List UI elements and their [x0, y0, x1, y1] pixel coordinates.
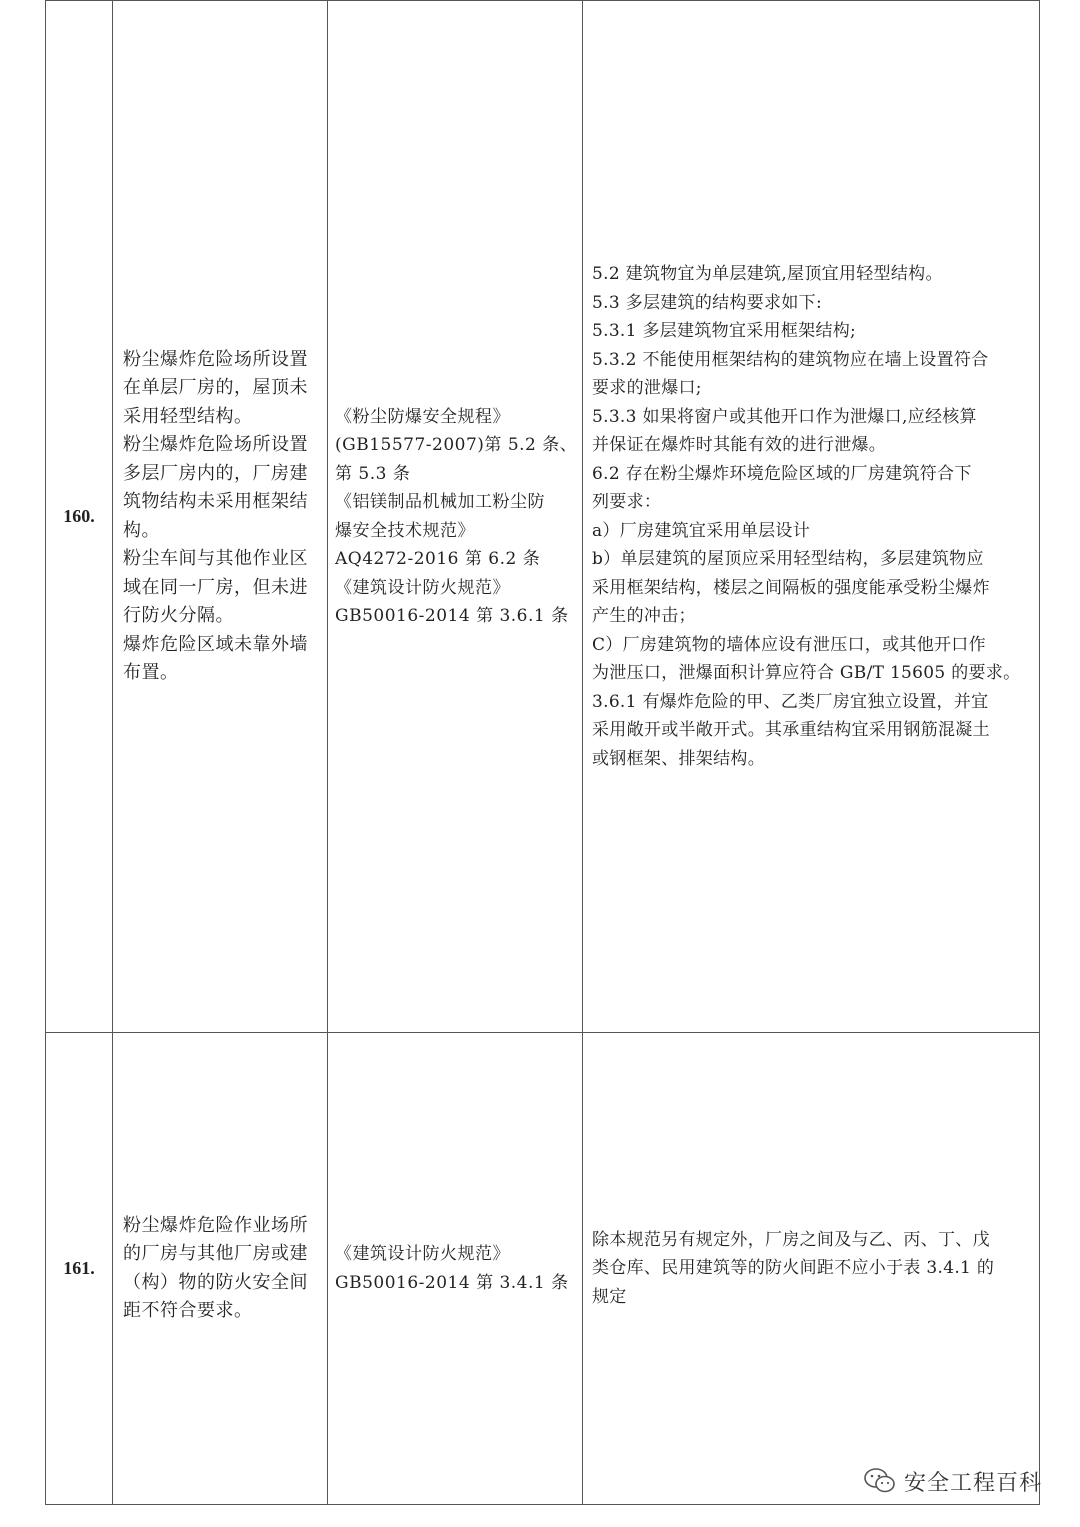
table-row — [46, 1033, 112, 1504]
issue-cell — [123, 1, 327, 1032]
text-line: 并保证在爆炸时其能有效的进行泄爆。 — [592, 435, 887, 455]
text-line: a）厂房建筑宜采用单层设计 — [592, 520, 811, 541]
column-divider-2 — [327, 0, 328, 1505]
text-line: 行防火分隔。 — [123, 605, 234, 626]
text-line: 粉尘爆炸危险场所设置 — [123, 434, 308, 455]
text-line: 第 5.3 条 — [335, 463, 411, 484]
text-line: GB50016-2014 第 3.4.1 条 — [335, 1272, 569, 1293]
text-line: 或钢框架、排架结构。 — [592, 748, 765, 769]
text-line: 多层厂房内的，厂房建 — [123, 462, 308, 484]
text-line: 构。 — [123, 519, 160, 541]
issue-text — [123, 1212, 308, 1326]
text-line: 距不符合要求。 — [123, 1300, 253, 1321]
text-line: 《铝镁制品机械加工粉尘防 — [335, 492, 545, 512]
text-line: 《粉尘防爆安全规程》 — [335, 406, 510, 427]
table-row — [46, 1, 112, 1032]
wechat-icon — [864, 1468, 896, 1494]
text-line: 《建筑设计防火规范》 — [335, 1244, 510, 1264]
text-line: 筑物结构未采用框架结 — [123, 491, 308, 512]
text-line: 的厂房与其他厂房或建 — [123, 1243, 308, 1264]
text-line: 规定 — [592, 1286, 627, 1307]
text-line: 要求的泄爆口; — [592, 378, 702, 398]
text-line: 粉尘爆炸危险场所设置 — [123, 348, 308, 370]
table-border-right — [1039, 0, 1040, 1505]
basis-text — [335, 1240, 569, 1297]
watermark-text: 安全工程百科 — [903, 1470, 1042, 1496]
watermark — [864, 1463, 1042, 1499]
text-line: 列要求： — [592, 492, 662, 512]
basis-cell — [335, 1, 582, 1032]
text-line: 采用框架结构，楼层之间隔板的强度能承受粉尘爆炸 — [592, 577, 990, 598]
content-cell — [592, 1, 1039, 1032]
text-line: b）单层建筑的屋顶应采用轻型结构，多层建筑物应 — [592, 549, 984, 569]
column-divider-3 — [582, 0, 583, 1505]
text-line: 产生的冲击； — [592, 606, 696, 626]
text-line: 3.6.1 有爆炸危险的甲、乙类厂房宜独立设置，并宜 — [592, 691, 989, 712]
content-cell — [592, 1033, 1039, 1504]
issue-cell — [123, 1033, 327, 1504]
text-line: 粉尘车间与其他作业区 — [123, 548, 308, 569]
text-line: (GB15577-2007)第 5.2 条、 — [335, 435, 578, 455]
text-line: 为泄压口，泄爆面积计算应符合 GB/T 15605 的要求。 — [592, 663, 1021, 683]
text-line: 爆安全技术规范》 — [335, 520, 475, 541]
basis-cell — [335, 1033, 582, 1504]
content-text — [592, 1226, 994, 1312]
text-line: 采用敞开或半敞开式。其承重结构宜采用钢筋混凝土 — [592, 720, 990, 740]
issue-text — [123, 346, 308, 688]
text-line: AQ4272-2016 第 6.2 条 — [335, 549, 541, 569]
column-divider-1 — [112, 0, 113, 1505]
table-border-bottom — [45, 1504, 1040, 1505]
text-line: 粉尘爆炸危险作业场所 — [123, 1214, 308, 1236]
basis-text — [335, 403, 577, 631]
text-line: 5.3 多层建筑的结构要求如下: — [592, 292, 822, 313]
text-line: 5.3.2 不能使用框架结构的建筑物应在墙上设置符合 — [592, 349, 989, 370]
text-line: 布置。 — [123, 662, 179, 683]
text-line: （构）物的防火安全间 — [123, 1271, 308, 1293]
text-line: 类仓库、民用建筑等的防火间距不应小于表 3.4.1 的 — [592, 1258, 995, 1279]
row-number: 160. — [63, 506, 95, 526]
text-line: 域在同一厂房，但未进 — [123, 576, 308, 598]
text-line: 5.3.1 多层建筑物宜采用框架结构; — [592, 321, 857, 341]
text-line: GB50016-2014 第 3.6.1 条 — [335, 606, 569, 626]
text-line: C）厂房建筑物的墙体应设有泄压口，或其他开口作 — [592, 634, 986, 655]
row-number: 161. — [63, 1258, 95, 1278]
text-line: 除本规范另有规定外，厂房之间及与乙、丙、丁、戊 — [592, 1229, 990, 1250]
text-line: 5.3.3 如果将窗户或其他开口作为泄爆口,应经核算 — [592, 406, 977, 427]
text-line: 5.2 建筑物宜为单层建筑,屋顶宜用轻型结构。 — [592, 264, 943, 284]
text-line: 6.2 存在粉尘爆炸环境危险区域的厂房建筑符合下 — [592, 463, 972, 484]
text-line: 采用轻型结构。 — [123, 405, 253, 427]
text-line: 爆炸危险区域未靠外墙 — [123, 633, 308, 655]
content-text — [592, 260, 1020, 773]
text-line: 《建筑设计防火规范》 — [335, 577, 510, 598]
text-line: 在单层厂房的，屋顶未 — [123, 377, 308, 398]
